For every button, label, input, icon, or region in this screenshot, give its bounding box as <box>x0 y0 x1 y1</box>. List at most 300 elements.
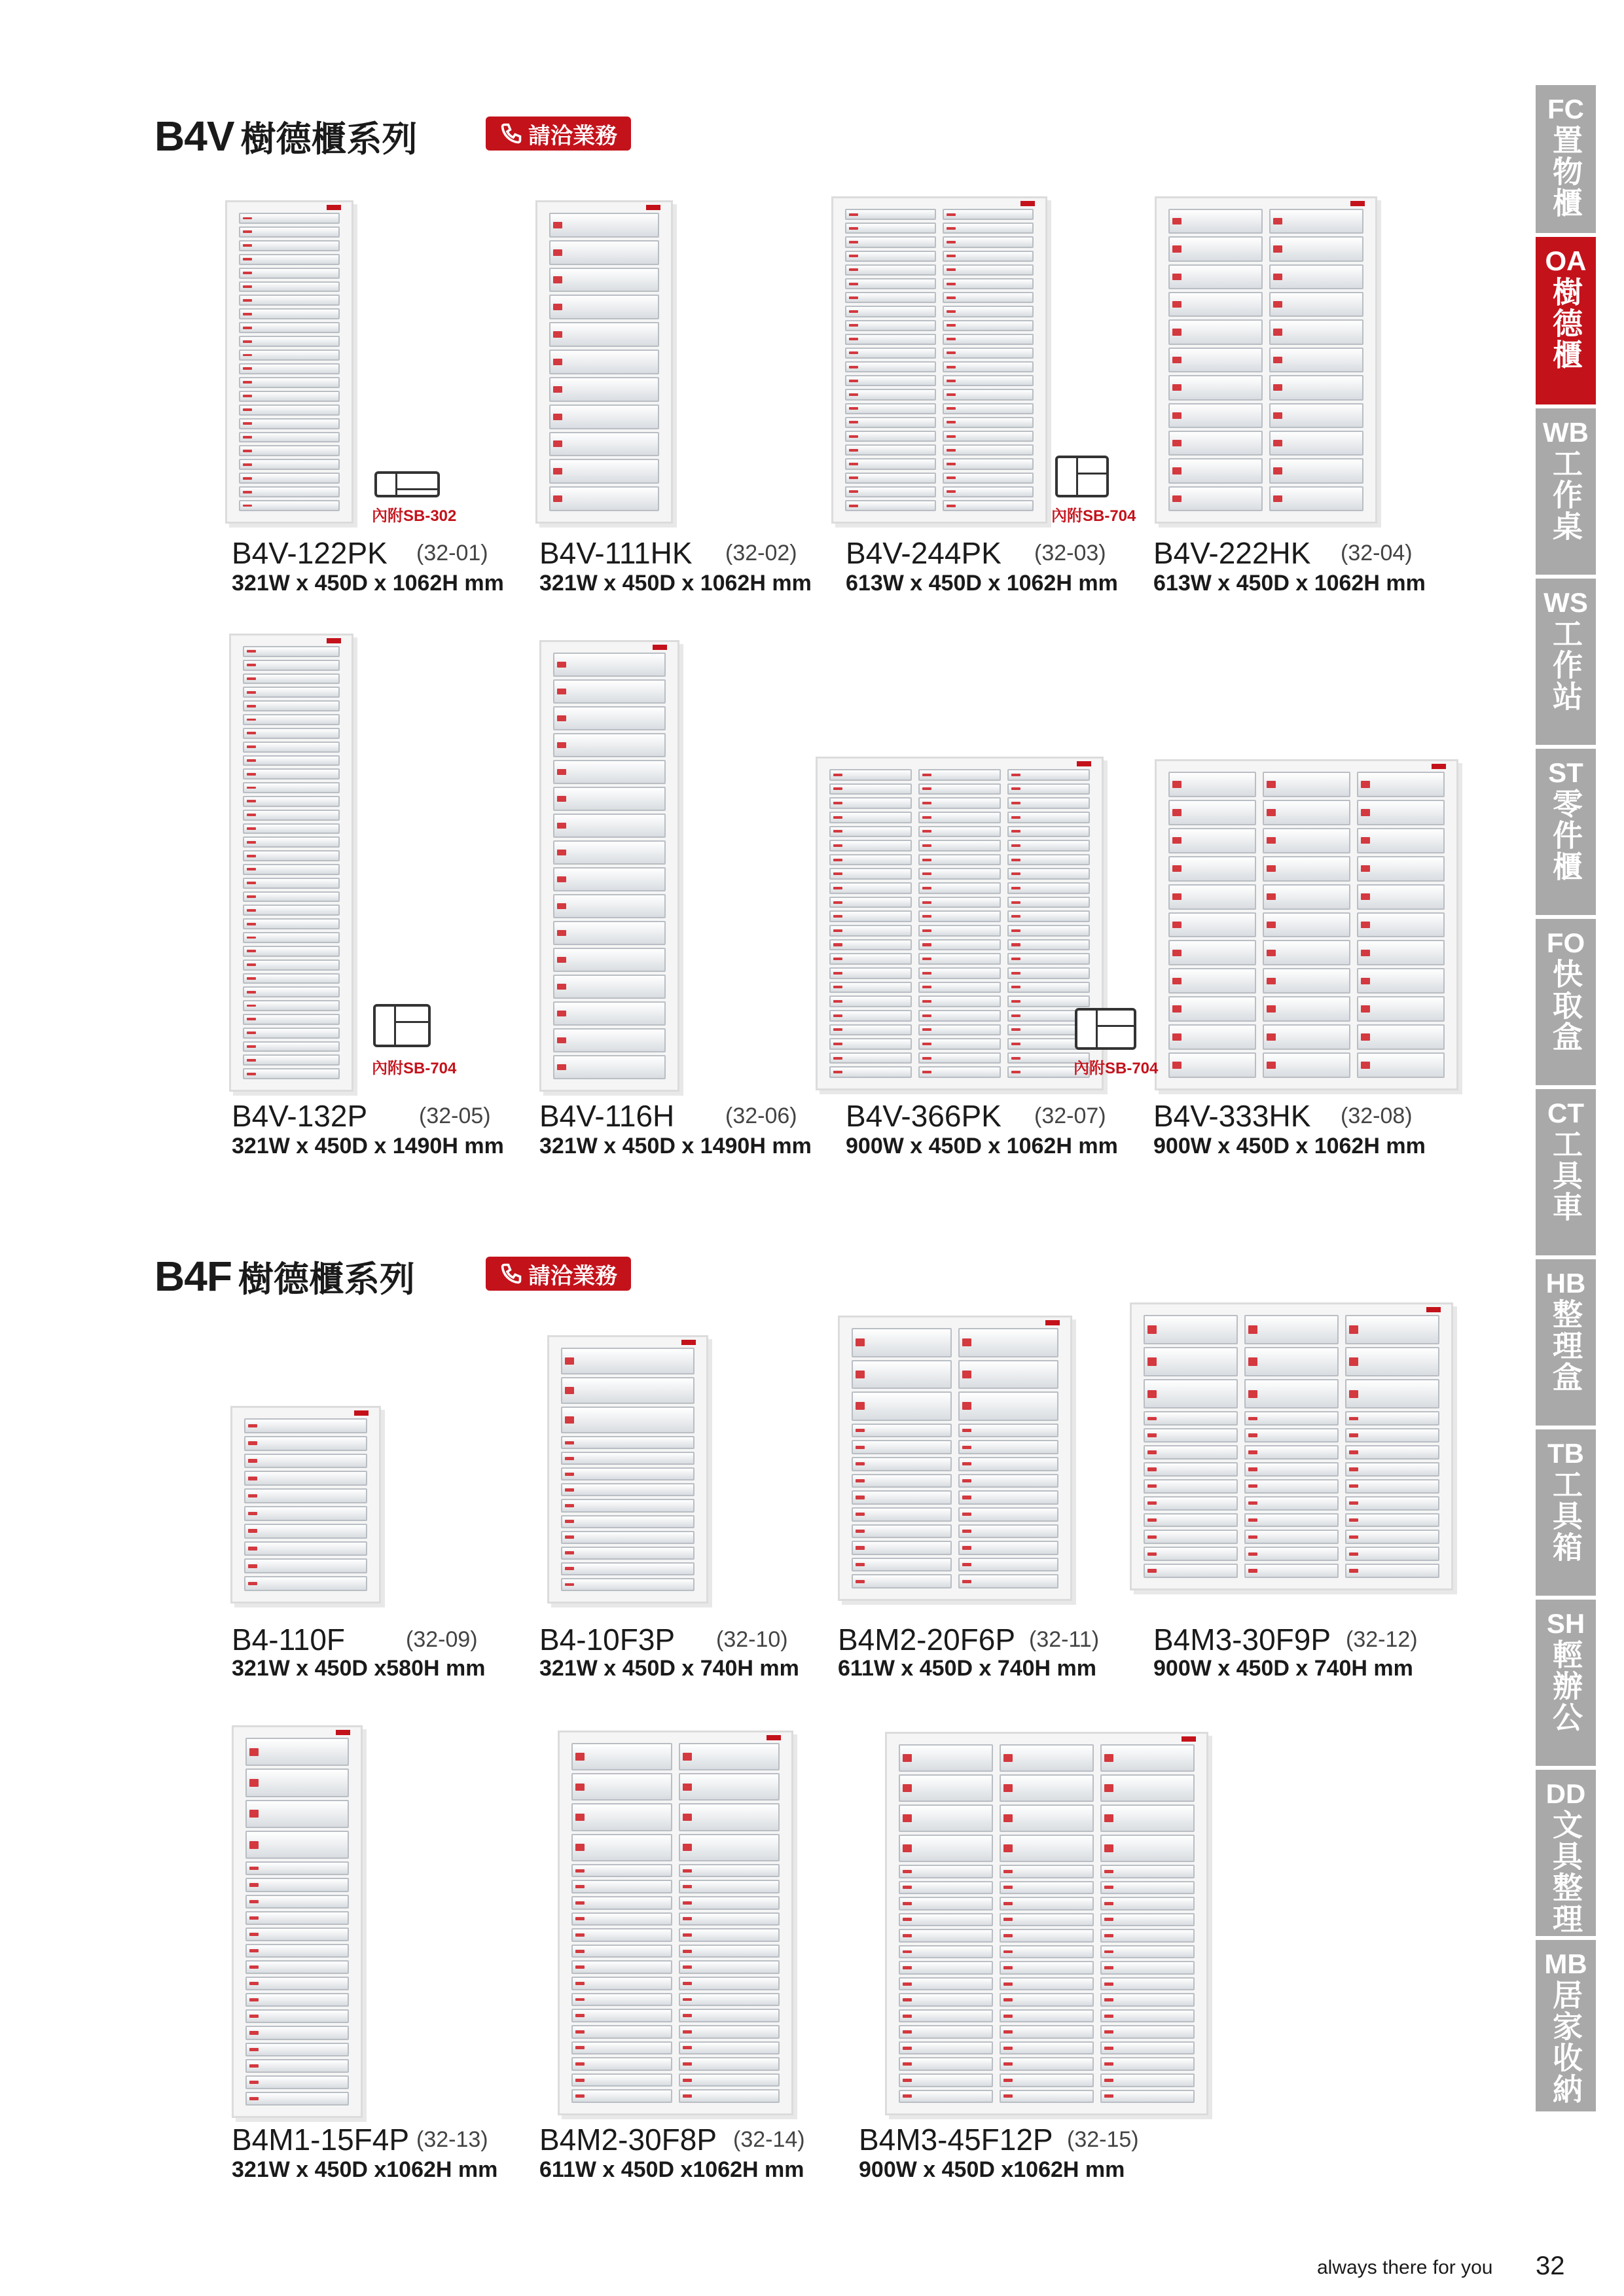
drawer <box>1168 236 1263 261</box>
brand-label <box>327 638 341 643</box>
drawer <box>899 2090 993 2104</box>
drawer <box>918 769 1001 781</box>
tab-sh[interactable] <box>1536 1600 1596 1766</box>
tab-code: SH <box>1546 1608 1585 1639</box>
drawer <box>1244 1496 1339 1511</box>
drawer <box>1000 2041 1094 2055</box>
drawer <box>899 1913 993 1927</box>
catalog-code: (32-04) <box>1341 541 1413 565</box>
drawer <box>1269 403 1363 428</box>
drawer-column <box>1263 772 1350 1078</box>
drawer <box>1100 2025 1195 2039</box>
drawer <box>239 226 340 238</box>
drawer <box>1263 1052 1350 1078</box>
tab-code: MB <box>1544 1948 1587 1979</box>
drawer <box>943 236 1034 247</box>
drawer <box>943 278 1034 289</box>
model-name: B4V-111HK <box>539 536 693 570</box>
tab-label: 工作桌 <box>1549 448 1583 542</box>
drawer <box>239 377 340 388</box>
drawer-column <box>243 646 340 1079</box>
drawer <box>244 1576 367 1591</box>
drawer <box>553 787 666 811</box>
model-name: B4V-244PK <box>846 536 1001 570</box>
drawer <box>845 236 936 247</box>
drawer <box>1345 1411 1439 1426</box>
drawer <box>1263 912 1350 938</box>
drawer <box>1168 996 1256 1022</box>
drawer <box>899 2009 993 2023</box>
drawer <box>245 2092 349 2106</box>
tab-label: 工具車 <box>1549 1128 1583 1223</box>
drawer <box>561 1562 695 1575</box>
drawer <box>1100 1835 1195 1862</box>
drawer <box>918 826 1001 838</box>
drawer <box>245 1977 349 1990</box>
drawer <box>571 1896 672 1910</box>
drawer <box>1144 1513 1238 1528</box>
drawer <box>829 812 912 823</box>
drawer <box>845 348 936 359</box>
page-number: 32 <box>1536 2251 1565 2280</box>
drawer <box>239 391 340 402</box>
drawer <box>829 1038 912 1050</box>
model-name: B4V-132P <box>232 1099 368 1133</box>
drawer <box>239 322 340 333</box>
dimensions: 900W x 450D x 740H mm <box>1153 1656 1413 1681</box>
model-name: B4M3-45F12P <box>859 2123 1053 2157</box>
tab-label: 整理盒 <box>1549 1299 1583 1393</box>
drawer <box>1000 1744 1094 1772</box>
accessory-label: 內附SB-704 <box>372 1060 457 1077</box>
drawer <box>943 417 1034 428</box>
drawer <box>1100 1897 1195 1910</box>
drawer <box>679 2089 780 2103</box>
drawer <box>561 1377 695 1404</box>
brand-label <box>354 1410 369 1416</box>
drawer <box>571 2025 672 2039</box>
drawer <box>1000 1945 1094 1959</box>
cabinet-image-b4-110f <box>230 1406 381 1604</box>
drawer <box>571 1928 672 1942</box>
drawer <box>239 308 340 319</box>
drawer <box>1100 1961 1195 1975</box>
drawer <box>553 679 666 704</box>
drawer <box>679 2025 780 2039</box>
drawer <box>943 444 1034 456</box>
drawer <box>571 2057 672 2071</box>
drawer <box>1244 1315 1339 1344</box>
drawer <box>549 350 659 374</box>
drawer <box>918 783 1001 795</box>
tab-label: 居家收納 <box>1549 1979 1583 2105</box>
drawer <box>899 1945 993 1959</box>
drawer <box>1345 1496 1439 1511</box>
cabinet-image-b4v-244pk <box>831 196 1047 524</box>
drawer <box>1007 967 1090 979</box>
drawer <box>1100 1744 1195 1772</box>
drawer <box>243 782 340 793</box>
drawer <box>845 486 936 497</box>
brand-label <box>1077 761 1091 766</box>
drawer <box>943 320 1034 331</box>
drawer <box>1168 292 1263 317</box>
brand-label <box>681 1340 696 1345</box>
drawer <box>918 897 1001 908</box>
drawer <box>943 209 1034 220</box>
drawer <box>679 1834 780 1861</box>
brand-label <box>646 205 660 210</box>
brand-label <box>1020 201 1035 206</box>
drawer <box>244 1436 367 1451</box>
tab-wb[interactable] <box>1536 408 1596 575</box>
drawer <box>245 2059 349 2073</box>
drawer <box>243 755 340 766</box>
drawer <box>679 1977 780 1990</box>
brand-label <box>1182 1736 1196 1742</box>
catalog-code: (32-09) <box>406 1627 478 1652</box>
catalog-code: (32-11) <box>1029 1627 1100 1652</box>
drawer <box>243 700 340 711</box>
drawer <box>899 1881 993 1895</box>
cabinet-image-b4v-333hk <box>1155 759 1458 1090</box>
drawer <box>899 2041 993 2055</box>
tab-st[interactable] <box>1536 749 1596 915</box>
drawer <box>1357 828 1445 853</box>
tab-fo[interactable] <box>1536 919 1596 1085</box>
drawer <box>1007 854 1090 866</box>
drawer <box>943 306 1034 317</box>
drawer <box>1345 1315 1439 1344</box>
drawer <box>943 403 1034 414</box>
drawer <box>1244 1347 1339 1376</box>
drawer <box>1244 1411 1339 1426</box>
drawer <box>899 1744 993 1772</box>
drawer <box>1263 940 1350 965</box>
drawer <box>1144 1530 1238 1544</box>
cabinet-image-b4m1-15f4p <box>232 1725 363 2118</box>
accessory-tray-icon <box>373 1004 431 1047</box>
catalog-code: (32-13) <box>416 2127 488 2152</box>
drawer <box>943 458 1034 469</box>
drawer <box>852 1474 952 1488</box>
drawer <box>829 910 912 922</box>
catalog-code: (32-02) <box>725 541 797 565</box>
accessory-label: 內附SB-704 <box>1074 1060 1159 1077</box>
drawer <box>245 1861 349 1875</box>
drawer <box>943 431 1034 442</box>
drawer <box>243 932 340 943</box>
drawer <box>571 1960 672 1974</box>
tab-label: 置物櫃 <box>1549 124 1583 219</box>
drawer <box>829 868 912 880</box>
accessory-tray-icon <box>1075 1008 1136 1050</box>
drawer <box>845 431 936 442</box>
drawer <box>679 2073 780 2087</box>
drawer <box>571 1834 672 1861</box>
drawer <box>1269 264 1363 289</box>
drawer-column <box>1000 1744 1094 2103</box>
drawer <box>1345 1530 1439 1544</box>
drawer <box>829 783 912 795</box>
drawer <box>1345 1462 1439 1477</box>
drawer <box>918 812 1001 823</box>
tab-tb[interactable] <box>1536 1429 1596 1596</box>
tab-dd[interactable] <box>1536 1770 1596 1936</box>
drawer <box>571 1880 672 1893</box>
catalog-code: (32-01) <box>416 541 488 565</box>
cabinet-image-b4m3-30f9p <box>1130 1302 1453 1590</box>
drawer <box>1000 1865 1094 1878</box>
drawer <box>571 2073 672 2087</box>
drawer <box>958 1391 1058 1421</box>
drawer <box>852 1541 952 1555</box>
drawer <box>1100 1881 1195 1895</box>
catalog-code: (32-12) <box>1346 1627 1418 1652</box>
drawer <box>845 375 936 386</box>
brand-label <box>1432 764 1446 769</box>
drawer <box>1269 319 1363 344</box>
drawer-columns <box>245 1738 349 2106</box>
drawer-column <box>918 769 1001 1078</box>
tab-label: 文具整理 <box>1549 1809 1583 1935</box>
drawer <box>571 1977 672 1990</box>
drawer <box>899 1865 993 1878</box>
drawer <box>1244 1462 1339 1477</box>
drawer <box>943 292 1034 303</box>
drawer <box>899 1897 993 1910</box>
cabinet-image-b4m2-30f8p <box>558 1731 793 2115</box>
drawer <box>829 925 912 937</box>
drawer <box>1007 826 1090 838</box>
drawer <box>571 1864 672 1878</box>
drawer <box>845 278 936 289</box>
drawer <box>1144 1411 1238 1426</box>
tab-ct[interactable] <box>1536 1089 1596 1255</box>
drawer <box>245 1993 349 2007</box>
drawer-column <box>899 1744 993 2103</box>
drawer <box>243 986 340 997</box>
drawer <box>1000 1835 1094 1862</box>
drawer <box>243 918 340 929</box>
brand-label <box>767 1735 781 1740</box>
drawer <box>243 810 340 821</box>
drawer <box>243 891 340 903</box>
drawer <box>549 377 659 402</box>
drawer <box>1263 772 1350 797</box>
drawer <box>1345 1513 1439 1528</box>
drawer-column <box>549 213 659 511</box>
drawer <box>943 473 1034 484</box>
contact-label: 請洽業務 <box>528 1263 617 1289</box>
drawer <box>1000 1913 1094 1927</box>
drawer <box>549 322 659 347</box>
drawer <box>958 1424 1058 1438</box>
drawer <box>899 1961 993 1975</box>
drawer <box>943 264 1034 276</box>
drawer <box>1244 1479 1339 1494</box>
drawer <box>679 1743 780 1770</box>
drawer <box>958 1328 1058 1357</box>
drawer <box>1263 884 1350 910</box>
drawer <box>679 1773 780 1801</box>
drawer <box>1000 1804 1094 1832</box>
drawer <box>918 840 1001 852</box>
drawer <box>553 1055 666 1079</box>
tab-mb[interactable] <box>1536 1940 1596 2111</box>
drawer <box>1000 2057 1094 2071</box>
drawer <box>1000 2025 1094 2039</box>
drawer-column <box>958 1328 1058 1588</box>
drawer <box>1100 2009 1195 2023</box>
model-name: B4V-366PK <box>846 1099 1001 1133</box>
drawer-column <box>1144 1315 1238 1578</box>
drawer <box>1144 1496 1238 1511</box>
drawer-columns <box>549 213 659 511</box>
drawer <box>1100 1977 1195 1991</box>
drawer <box>1007 925 1090 937</box>
drawer-column <box>943 209 1034 511</box>
contact-label: 請洽業務 <box>528 123 617 149</box>
brand-label <box>653 645 667 650</box>
drawer <box>845 458 936 469</box>
drawer <box>243 905 340 916</box>
drawer <box>561 1467 695 1480</box>
drawer <box>1168 856 1256 882</box>
drawer <box>1357 996 1445 1022</box>
drawer <box>1244 1445 1339 1460</box>
drawer <box>852 1360 952 1390</box>
drawer <box>1168 209 1263 234</box>
tab-code: HB <box>1545 1268 1586 1299</box>
tab-fc[interactable] <box>1536 85 1596 233</box>
drawer <box>1007 868 1090 880</box>
drawer <box>243 946 340 957</box>
drawer <box>244 1418 367 1433</box>
drawer-column <box>1345 1315 1439 1578</box>
drawer <box>845 500 936 511</box>
drawer <box>1244 1547 1339 1561</box>
tab-ws[interactable] <box>1536 579 1596 745</box>
tab-oa[interactable] <box>1536 237 1596 404</box>
tab-label: 快取盒 <box>1549 958 1583 1052</box>
drawer <box>1357 912 1445 938</box>
model-name: B4-110F <box>232 1623 346 1657</box>
drawer-columns <box>239 213 340 511</box>
tab-hb[interactable] <box>1536 1259 1596 1426</box>
drawer <box>958 1574 1058 1588</box>
drawer <box>243 660 340 671</box>
drawer <box>243 687 340 698</box>
drawer <box>829 1052 912 1064</box>
drawer <box>571 1945 672 1958</box>
drawer <box>1007 897 1090 908</box>
drawer-column <box>679 1743 780 2103</box>
drawer <box>245 1878 349 1892</box>
drawer <box>829 1066 912 1078</box>
drawer <box>958 1474 1058 1488</box>
brand-label <box>1426 1307 1441 1312</box>
drawer <box>918 1024 1001 1036</box>
drawer <box>1000 2073 1094 2087</box>
phone-icon <box>499 1262 523 1285</box>
drawer-columns <box>829 769 1090 1078</box>
drawer <box>1269 292 1363 317</box>
drawer <box>1168 375 1263 400</box>
drawer <box>1100 1774 1195 1802</box>
drawer <box>561 1547 695 1560</box>
drawer <box>918 1038 1001 1050</box>
drawer <box>1144 1428 1238 1443</box>
drawer <box>553 840 666 865</box>
drawer <box>245 2043 349 2056</box>
drawer <box>553 1028 666 1052</box>
drawer <box>561 1436 695 1449</box>
drawer <box>1100 1804 1195 1832</box>
drawer <box>553 867 666 891</box>
section-name: 樹德櫃系列 <box>238 1259 415 1299</box>
drawer <box>1144 1564 1238 1578</box>
drawer <box>852 1328 952 1357</box>
drawer <box>245 1944 349 1958</box>
drawer <box>1357 884 1445 910</box>
brand-label <box>327 205 341 210</box>
drawer <box>571 1743 672 1770</box>
cabinet-image-b4v-366pk <box>816 757 1104 1090</box>
drawer <box>245 1800 349 1828</box>
drawer <box>571 2089 672 2103</box>
drawer <box>958 1440 1058 1454</box>
tab-label: 輕辦公 <box>1549 1639 1583 1733</box>
drawer <box>829 967 912 979</box>
drawer <box>958 1490 1058 1505</box>
drawer <box>1263 968 1350 994</box>
drawer <box>845 473 936 484</box>
drawer <box>1100 1865 1195 1878</box>
drawer <box>1244 1530 1339 1544</box>
section-code: B4F <box>154 1253 232 1300</box>
drawer <box>1357 1052 1445 1078</box>
drawer <box>1263 828 1350 853</box>
tab-code: WS <box>1543 587 1588 618</box>
drawer <box>239 432 340 443</box>
drawer <box>561 1348 695 1374</box>
tab-label: 零件櫃 <box>1549 788 1583 882</box>
drawer <box>943 348 1034 359</box>
drawer <box>918 1010 1001 1022</box>
drawer <box>829 826 912 838</box>
drawer <box>852 1507 952 1522</box>
drawer-column <box>845 209 936 511</box>
drawer <box>943 334 1034 345</box>
dimensions: 321W x 450D x 1490H mm <box>232 1134 504 1158</box>
drawer <box>1357 940 1445 965</box>
drawer-columns <box>561 1348 695 1591</box>
dimensions: 613W x 450D x 1062H mm <box>1153 571 1426 596</box>
drawer <box>239 268 340 279</box>
drawer <box>571 1912 672 1926</box>
drawer-columns <box>845 209 1034 511</box>
drawer <box>243 768 340 780</box>
drawer <box>245 1895 349 1909</box>
drawer <box>1000 1774 1094 1802</box>
drawer <box>244 1471 367 1486</box>
drawer <box>845 361 936 372</box>
drawer <box>829 939 912 951</box>
cabinet-image-b4v-132p <box>229 634 353 1092</box>
drawer <box>243 1000 340 1011</box>
drawer <box>829 840 912 852</box>
